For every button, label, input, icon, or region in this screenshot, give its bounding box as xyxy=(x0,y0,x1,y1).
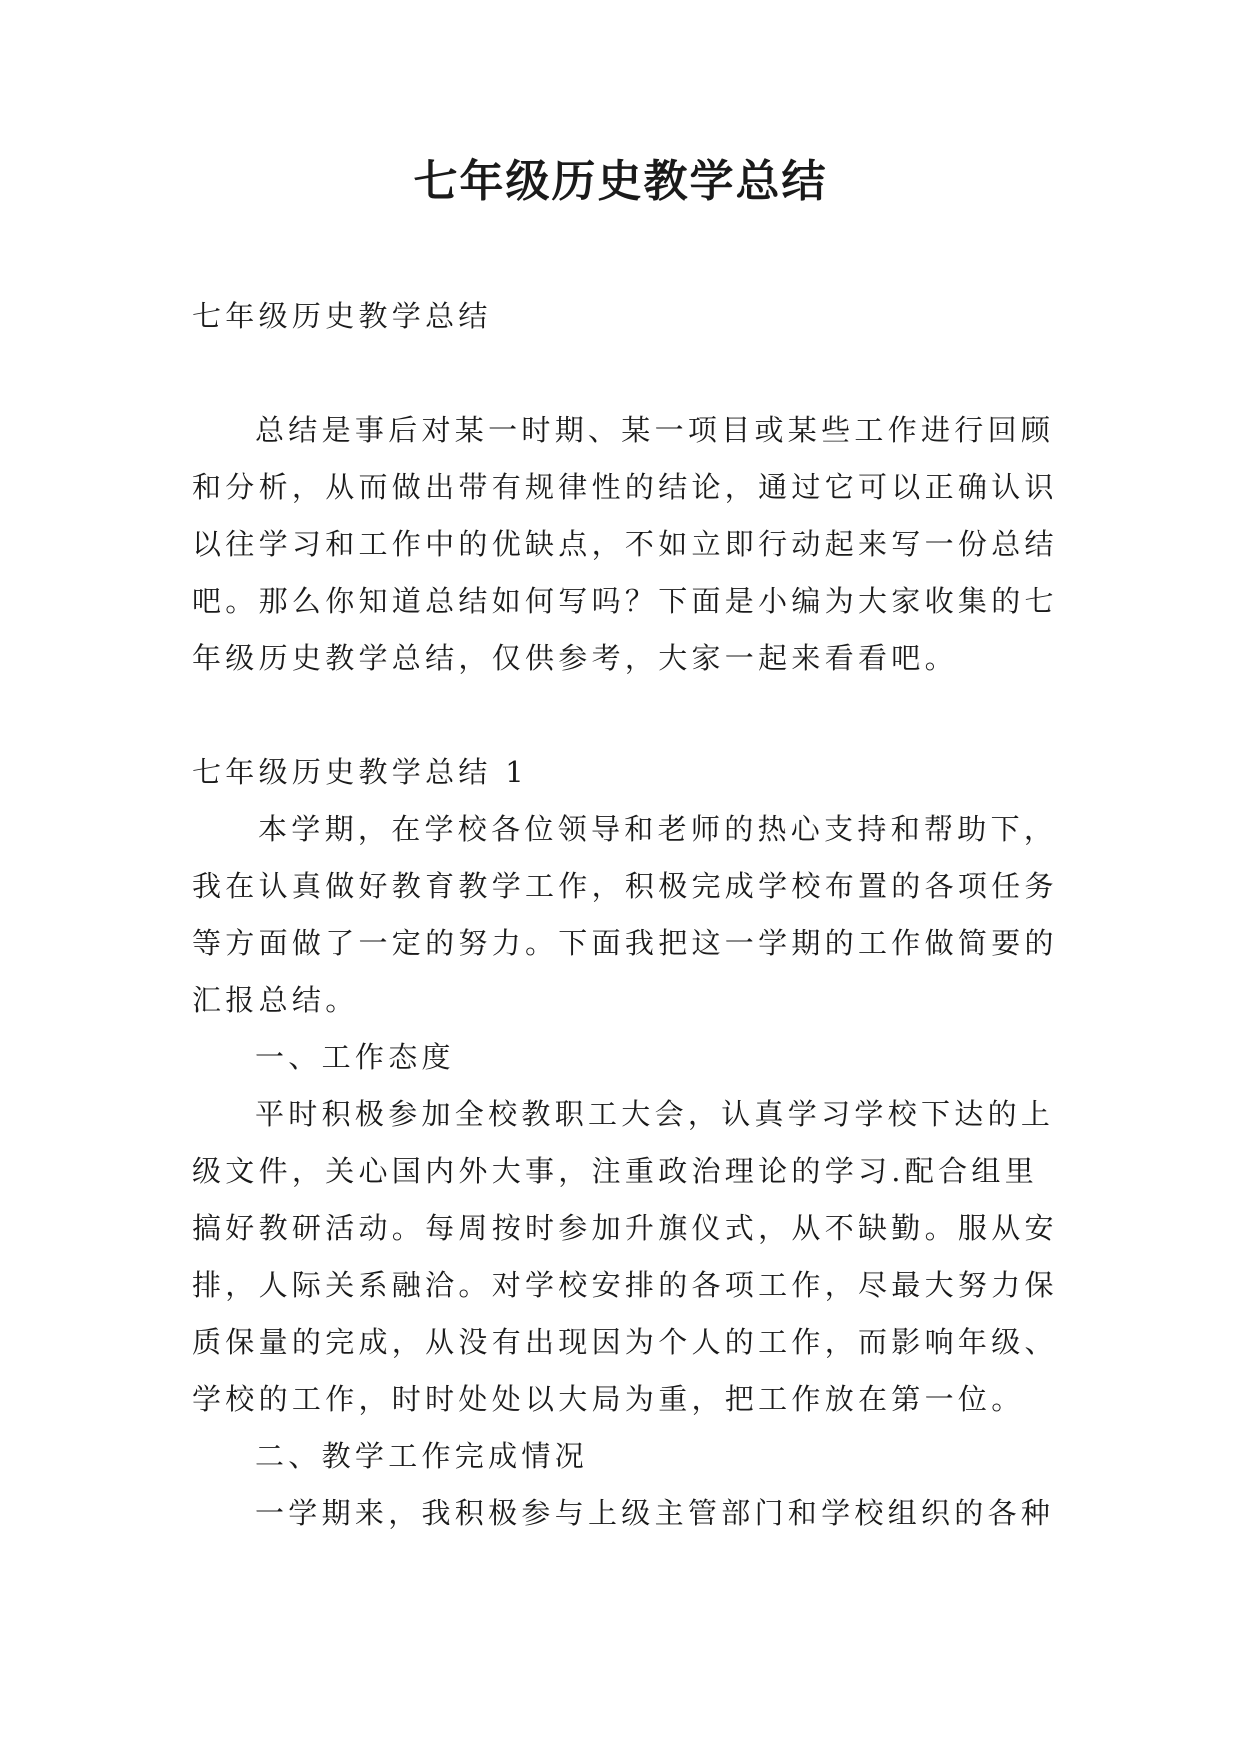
intro-line: 年级历史教学总结，仅供参考，大家一起来看看吧。 xyxy=(192,641,958,675)
paragraph-line: 一学期来，我积极参与上级主管部门和学校组织的各种 xyxy=(255,1496,1055,1530)
document-title: 七年级历史教学总结 xyxy=(413,156,828,207)
subheading-teaching-work: 二、教学工作完成情况 xyxy=(255,1439,589,1473)
intro-line: 吧。那么你知道总结如何写吗？下面是小编为大家收集的七 xyxy=(192,584,1058,618)
paragraph-line: 学校的工作，时时处处以大局为重，把工作放在第一位。 xyxy=(192,1382,1025,1416)
paragraph-line: 搞好教研活动。每周按时参加升旗仪式，从不缺勤。服从安 xyxy=(192,1211,1058,1245)
paragraph-line: 质保量的完成，从没有出现因为个人的工作，而影响年级、 xyxy=(192,1325,1058,1359)
intro-line: 和分析，从而做出带有规律性的结论，通过它可以正确认识 xyxy=(192,470,1058,504)
paragraph-line: 排，人际关系融洽。对学校安排的各项工作，尽最大努力保 xyxy=(192,1268,1058,1302)
paragraph-line: 汇报总结。 xyxy=(192,983,359,1017)
paragraph-line: 我在认真做好教育教学工作，积极完成学校布置的各项任务 xyxy=(192,869,1058,903)
intro-line: 总结是事后对某一时期、某一项目或某些工作进行回顾 xyxy=(255,413,1055,447)
intro-line: 以往学习和工作中的优缺点，不如立即行动起来写一份总结 xyxy=(192,527,1058,561)
section-heading: 七年级历史教学总结 1 xyxy=(192,755,528,789)
paragraph-line: 级文件，关心国内外大事，注重政治理论的学习.配合组里 xyxy=(192,1154,1039,1188)
document-subtitle: 七年级历史教学总结 xyxy=(192,299,492,333)
paragraph-line: 等方面做了一定的努力。下面我把这一学期的工作做简要的 xyxy=(192,926,1058,960)
subheading-work-attitude: 一、工作态度 xyxy=(255,1040,455,1074)
paragraph-line: 平时积极参加全校教职工大会，认真学习学校下达的上 xyxy=(255,1097,1055,1131)
paragraph-line: 本学期，在学校各位领导和老师的热心支持和帮助下， xyxy=(258,812,1058,846)
